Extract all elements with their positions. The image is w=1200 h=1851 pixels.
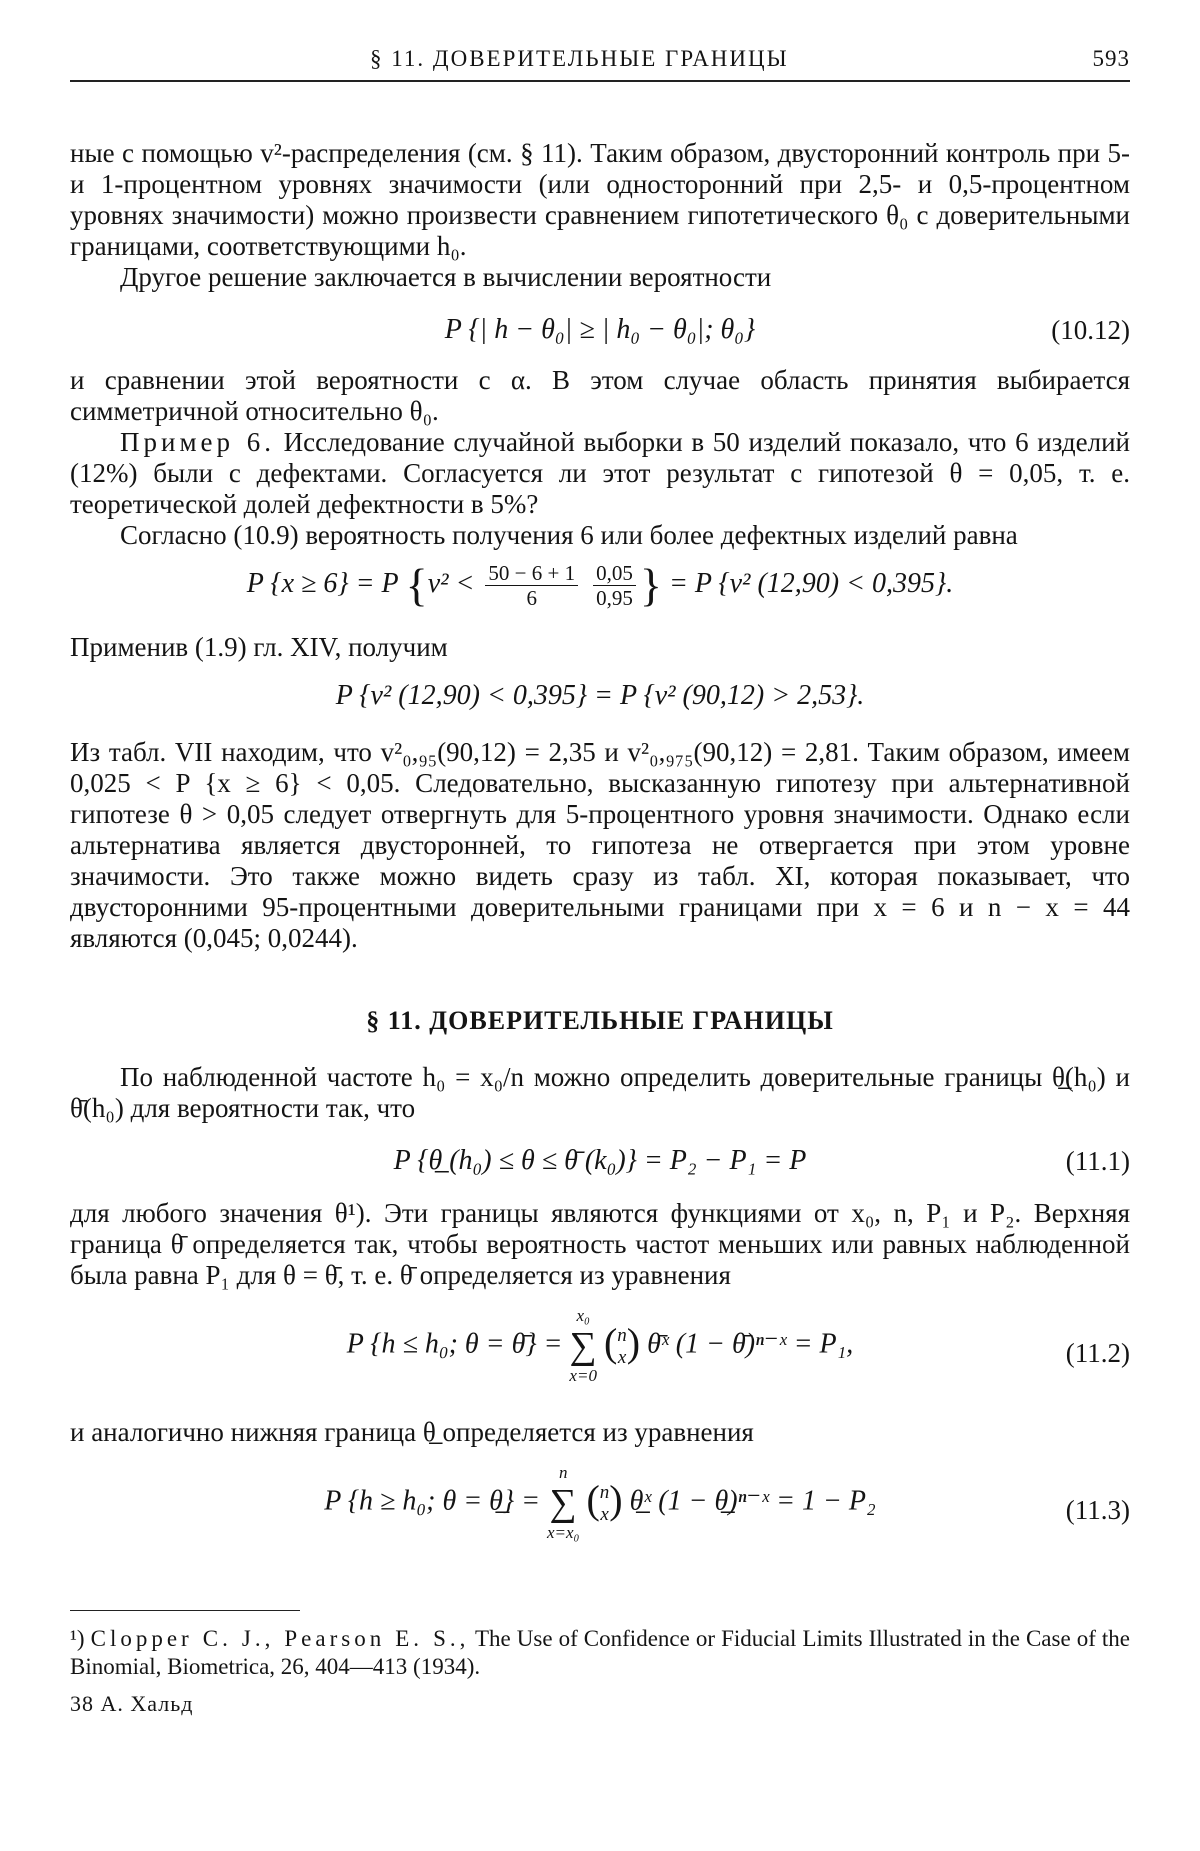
eq-a-left: P {x ≥ 6} = P (246, 567, 399, 599)
running-header-title: § 11. ДОВЕРИТЕЛЬНЫЕ ГРАНИЦЫ (370, 46, 789, 71)
right-brace: } (639, 559, 662, 611)
equation-number-11-2: (11.2) (1065, 1338, 1130, 1368)
fraction-2-denominator: 0,95 (596, 586, 633, 610)
binomial-coefficient: ( n x ) (586, 1477, 623, 1525)
equation-binomial-probability (70, 561, 1130, 610)
equation-number-11-1: (11.1) (1065, 1146, 1130, 1176)
paragraph-4-text: Исследование случайной выборки в 50 изделий показало, что 6 изделий (12%) были с дефектами. Согласуется ли этот результат с гипотезой θ = 0,05, т. е. теоретической долей дефектности в 5%? (70, 427, 1130, 519)
fraction-2-numerator: 0,05 (593, 561, 636, 586)
eq-11-3-right: θ̲ˣ (1 − θ̲)ⁿ⁻ˣ = 1 − P₂ (629, 1485, 876, 1517)
summation-11-2 (569, 1305, 597, 1387)
binom-top: n (599, 1481, 610, 1503)
page-number: 593 (1092, 46, 1130, 71)
equation-10-12-expr: P {| h − θ₀| ≥ | h₀ − θ₀|; θ₀} (444, 314, 756, 345)
fraction-1 (485, 561, 578, 610)
paragraph-5: Согласно (10.9) вероятность получения 6 или более дефектных изделий равна (120, 520, 1018, 550)
sigma-symbol: ∑ (549, 1482, 577, 1524)
paragraph-4 (70, 427, 1130, 520)
binom-top: n (617, 1324, 627, 1346)
eq-11-3-left: P {h ≥ h₀; θ = θ̲} = (324, 1485, 540, 1517)
sigma-symbol: ∑ (569, 1325, 597, 1367)
equation-v-squared (70, 679, 1130, 713)
paragraph-1: ные с помощью v²-распределения (см. § 11). Таким образом, двусторонний контроль при 5- и 1-процентном уровнях значимости (или односторонний при 2,5- и 0,5-процентном уровнях значимости) можно произвести сравнением гипотетического θ₀ с доверительными границами, соответствующими h₀. (70, 138, 1130, 261)
fraction-1-denominator: 6 (526, 586, 537, 610)
equation-number-11-3: (11.3) (1065, 1495, 1130, 1525)
fraction-1-numerator: 50 − 6 + 1 (485, 561, 578, 586)
paragraph-8: По наблюденной частоте h₀ = x₀/n можно определить доверительные границы θ̲(h₀) и θ̄(h₀) для вероятности так, что (70, 1062, 1130, 1123)
footnote-authors: Clopper C. J., Pearson E. S., (90, 1626, 470, 1651)
paragraph-10: и аналогично нижняя граница θ̲ определяется из уравнения (70, 1417, 754, 1447)
left-brace: { (405, 559, 428, 611)
equation-11-1 (70, 1144, 1130, 1178)
footnote-mark: ¹) (70, 1626, 85, 1651)
eq-11-2-right: θ̄ˣ (1 − θ̄)ⁿ⁻ˣ = P₁, (647, 1328, 854, 1360)
running-header (70, 38, 1130, 82)
example-label: Пример 6. (120, 427, 275, 457)
paragraph-6: Применив (1.9) гл. XIV, получим (70, 632, 448, 662)
paragraph-9: для любого значения θ¹). Эти границы являются функциями от x₀, n, P₁ и P₂. Верхняя граница θ̄ определяется так, чтобы вероятность частот меньших или равных наблюденной была равна P₁ для θ = θ̄, т. е. θ̄ определяется из уравнения (70, 1198, 1130, 1290)
paragraph-3: и сравнении этой вероятности с α. В этом случае область принятия выбирается симметричной относительно θ₀. (70, 365, 1130, 426)
section-heading: § 11. ДОВЕРИТЕЛЬНЫЕ ГРАНИЦЫ (366, 1006, 834, 1035)
sum-upper-limit: n (558, 1463, 568, 1482)
sum-upper-limit: x₀ (576, 1306, 590, 1325)
eq-a-right: = P {v² (12,90) < 0,395}. (668, 567, 954, 599)
equation-number-10-12: (10.12) (1051, 315, 1130, 345)
equation-11-3 (70, 1462, 1130, 1558)
sum-lower-limit: x=0 (569, 1366, 597, 1385)
equation-11-2 (70, 1305, 1130, 1401)
page (70, 38, 1130, 1717)
footnote-divider (70, 1610, 300, 1611)
binom-bottom: x (617, 1346, 627, 1368)
eq-a-v: v² < (427, 567, 475, 599)
sum-lower-limit: x=x₀ (546, 1523, 580, 1542)
printer-signature: 38 А. Хальд (70, 1691, 194, 1716)
binomial-coefficient: ( n x ) (603, 1320, 641, 1368)
equation-11-1-expr: P {θ̲ (h₀) ≤ θ ≤ θ̄ (k₀)} = P₂ − P₁ = P (393, 1145, 807, 1176)
footnote (70, 1625, 1130, 1681)
equation-10-12 (70, 313, 1130, 347)
fraction-2 (593, 561, 636, 610)
summation-11-3 (547, 1462, 579, 1544)
paragraph-7: Из табл. VII находим, что v²₀,₉₅(90,12) = 2,35 и v²₀,₉₇₅(90,12) = 2,81. Таким образом, имеем 0,025 < P {x ≥ 6} < 0,05. Следовательно, высказанную гипотезу при альтернативной гипотезе θ > 0,05 следует отвергнуть для 5-процентного уровня значимости. Однако если альтернатива является двусторонней, то гипотеза не отвергается при этом уровне значимости. Это также можно видеть сразу из табл. XI, которая показывает, что двусторонними 95-процентными доверительными границами при x = 6 и n − x = 44 являются (0,045; 0,0244). (70, 737, 1130, 953)
eq-11-2-left: P {h ≤ h₀; θ = θ̄} = (346, 1328, 563, 1360)
eq-b-expr: P {v² (12,90) < 0,395} = P {v² (90,12) > 2,53}. (335, 680, 865, 711)
paragraph-2: Другое решение заключается в вычислении вероятности (120, 262, 772, 292)
footnote-text: The Use of Confidence or Fiducial Limits Illustrated in the Case of the Binomial, Biometrica, 26, 404—413 (1934). (70, 1626, 1130, 1679)
binom-bottom: x (600, 1503, 609, 1525)
